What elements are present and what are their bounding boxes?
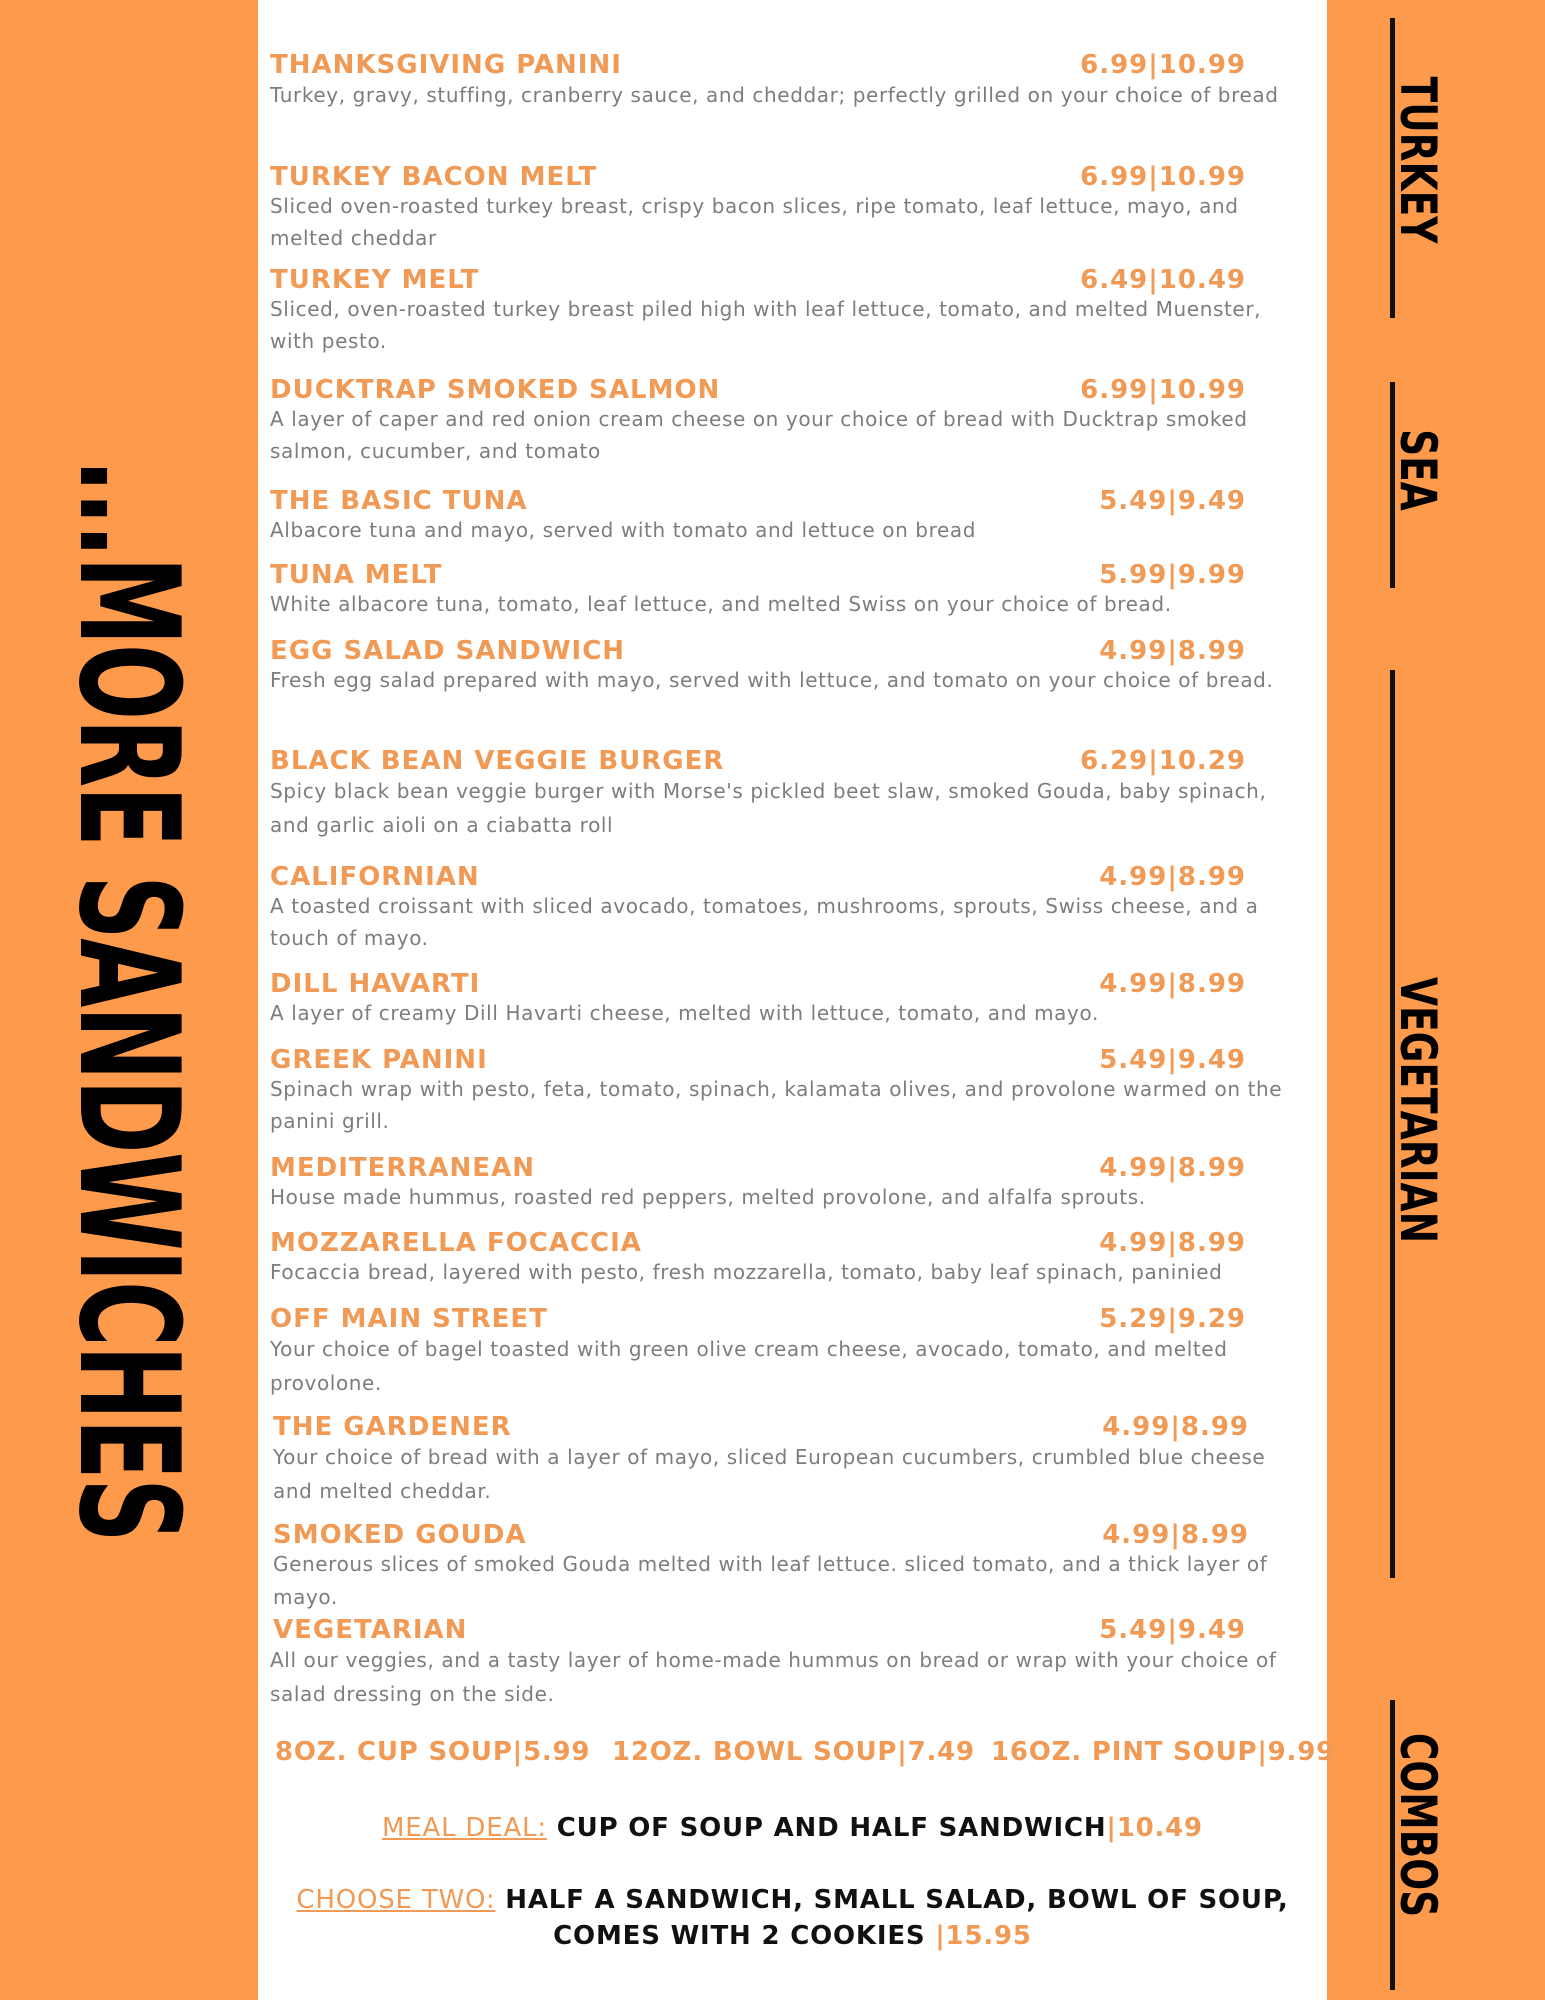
item-price: 5.29|9.29 — [1099, 1304, 1246, 1334]
choose-two-price: |15.95 — [935, 1921, 1032, 1951]
item-name: THE GARDENER — [273, 1412, 512, 1442]
menu-item — [270, 486, 1290, 546]
menu-item — [270, 375, 1290, 467]
item-price: 6.29|10.29 — [1080, 746, 1246, 776]
item-description: Albacore tuna and mayo, served with tomato and lettuce on bread — [270, 518, 977, 542]
item-price: 4.99|8.99 — [1102, 1412, 1249, 1442]
item-description: House made hummus, roasted red peppers, melted provolone, and alfalfa sprouts. — [270, 1185, 1146, 1209]
choose-two-line-2 — [258, 1918, 1327, 1954]
item-price: 4.99|8.99 — [1102, 1520, 1249, 1550]
item-description: Generous slices of smoked Gouda melted with leaf lettuce. sliced tomato, and a thick layer of mayo. — [273, 1552, 1268, 1609]
meal-deal-label: MEAL DEAL: — [382, 1813, 547, 1843]
item-name: THANKSGIVING PANINI — [270, 50, 622, 80]
item-name: GREEK PANINI — [270, 1045, 488, 1075]
soup-bowl: 12OZ. BOWL SOUP|7.49 — [612, 1737, 975, 1767]
item-description: A layer of creamy Dill Havarti cheese, melted with lettuce, tomato, and mayo. — [270, 1001, 1099, 1025]
item-price: 6.99|10.99 — [1080, 375, 1246, 405]
menu-item — [273, 1412, 1293, 1508]
menu-item — [273, 1520, 1293, 1614]
soup-cup: 8OZ. CUP SOUP|5.99 — [275, 1737, 591, 1767]
item-description: Sliced, oven-roasted turkey breast piled high with leaf lettuce, tomato, and melted Muenster, with pesto. — [270, 297, 1262, 353]
item-name: DUCKTRAP SMOKED SALMON — [270, 375, 721, 405]
item-price: 4.99|8.99 — [1099, 862, 1246, 892]
item-description: Turkey, gravy, stuffing, cranberry sauce, and cheddar; perfectly grilled on your choice of bread — [270, 83, 1279, 107]
menu-item — [270, 1153, 1290, 1213]
menu-item — [270, 746, 1290, 842]
item-name: TUNA MELT — [270, 560, 443, 590]
page-title: ...MORE SANDWICHES — [48, 458, 209, 1542]
item-description: Your choice of bread with a layer of mayo, sliced European cucumbers, crumbled blue cheese and melted cheddar. — [273, 1445, 1266, 1503]
item-description: Spinach wrap with pesto, feta, tomato, spinach, kalamata olives, and provolone warmed on the panini grill. — [270, 1077, 1283, 1133]
item-name: OFF MAIN STREET — [270, 1304, 548, 1334]
item-price: 5.49|9.49 — [1099, 486, 1246, 516]
item-price: 4.99|8.99 — [1099, 636, 1246, 666]
item-price: 5.49|9.49 — [1099, 1615, 1246, 1645]
item-price: 6.99|10.99 — [1080, 162, 1246, 192]
item-price: 5.49|9.49 — [1099, 1045, 1246, 1075]
menu-item — [270, 862, 1290, 954]
item-description: Your choice of bagel toasted with green olive cream cheese, avocado, tomato, and melted provolone. — [270, 1337, 1228, 1395]
choose-two-text: HALF A SANDWICH, SMALL SALAD, BOWL OF SOUP, — [495, 1885, 1289, 1915]
item-price: 4.99|8.99 — [1099, 1153, 1246, 1183]
item-description: Focaccia bread, layered with pesto, fresh mozzarella, tomato, baby leaf spinach, paninied — [270, 1260, 1223, 1284]
soup-pint: 16OZ. PINT SOUP|9.99 — [991, 1737, 1335, 1767]
item-name: THE BASIC TUNA — [270, 486, 528, 516]
menu-item — [270, 162, 1290, 254]
menu-item — [270, 1228, 1290, 1288]
meal-deal-price: |10.49 — [1106, 1813, 1203, 1843]
item-price: 5.99|9.99 — [1099, 560, 1246, 590]
item-name: BLACK BEAN VEGGIE BURGER — [270, 746, 725, 776]
item-price: 6.49|10.49 — [1080, 265, 1246, 295]
item-name: MEDITERRANEAN — [270, 1153, 535, 1183]
item-name: SMOKED GOUDA — [273, 1520, 527, 1550]
item-name: VEGETARIAN — [273, 1615, 468, 1645]
item-name: CALIFORNIAN — [270, 862, 480, 892]
item-description: Sliced oven-roasted turkey breast, crispy bacon slices, ripe tomato, leaf lettuce, mayo, and melted cheddar — [270, 194, 1239, 250]
item-name: TURKEY BACON MELT — [270, 162, 598, 192]
menu-item — [270, 265, 1290, 357]
item-description: All our veggies, and a tasty layer of home-made hummus on bread or wrap with your choice of salad dressing on the side. — [270, 1648, 1277, 1706]
menu-item — [270, 1045, 1290, 1137]
menu-item — [270, 1304, 1290, 1400]
menu-item — [270, 636, 1290, 696]
item-description: Fresh egg salad prepared with mayo, served with lettuce, and tomato on your choice of bread. — [270, 668, 1274, 692]
item-description: White albacore tuna, tomato, leaf lettuce, and melted Swiss on your choice of bread. — [270, 592, 1172, 616]
meal-deal — [258, 1810, 1327, 1846]
item-description: A toasted croissant with sliced avocado, tomatoes, mushrooms, sprouts, Swiss cheese, and a touch of mayo. — [270, 894, 1259, 950]
meal-deal-text: CUP OF SOUP AND HALF SANDWICH — [546, 1813, 1107, 1843]
menu-item — [270, 50, 1290, 112]
item-name: DILL HAVARTI — [270, 969, 481, 999]
item-price: 4.99|8.99 — [1099, 1228, 1246, 1258]
item-name: EGG SALAD SANDWICH — [270, 636, 626, 666]
menu-item — [270, 560, 1290, 620]
choose-two-label: CHOOSE TWO: — [296, 1885, 496, 1915]
choose-two — [258, 1882, 1327, 1918]
item-description: Spicy black bean veggie burger with Morse's pickled beet slaw, smoked Gouda, baby spinach, and garlic aioli on a ciabatta roll — [270, 779, 1267, 837]
item-name: TURKEY MELT — [270, 265, 480, 295]
item-description: A layer of caper and red onion cream cheese on your choice of bread with Ducktrap smoked salmon, cucumber, and tomato — [270, 407, 1248, 463]
item-price: 6.99|10.99 — [1080, 50, 1246, 80]
menu-item — [270, 969, 1290, 1029]
item-price: 4.99|8.99 — [1099, 969, 1246, 999]
item-name: MOZZARELLA FOCACCIA — [270, 1228, 642, 1258]
choose-two-text-2: COMES WITH 2 COOKIES — [553, 1921, 936, 1951]
menu-item — [270, 1615, 1290, 1711]
